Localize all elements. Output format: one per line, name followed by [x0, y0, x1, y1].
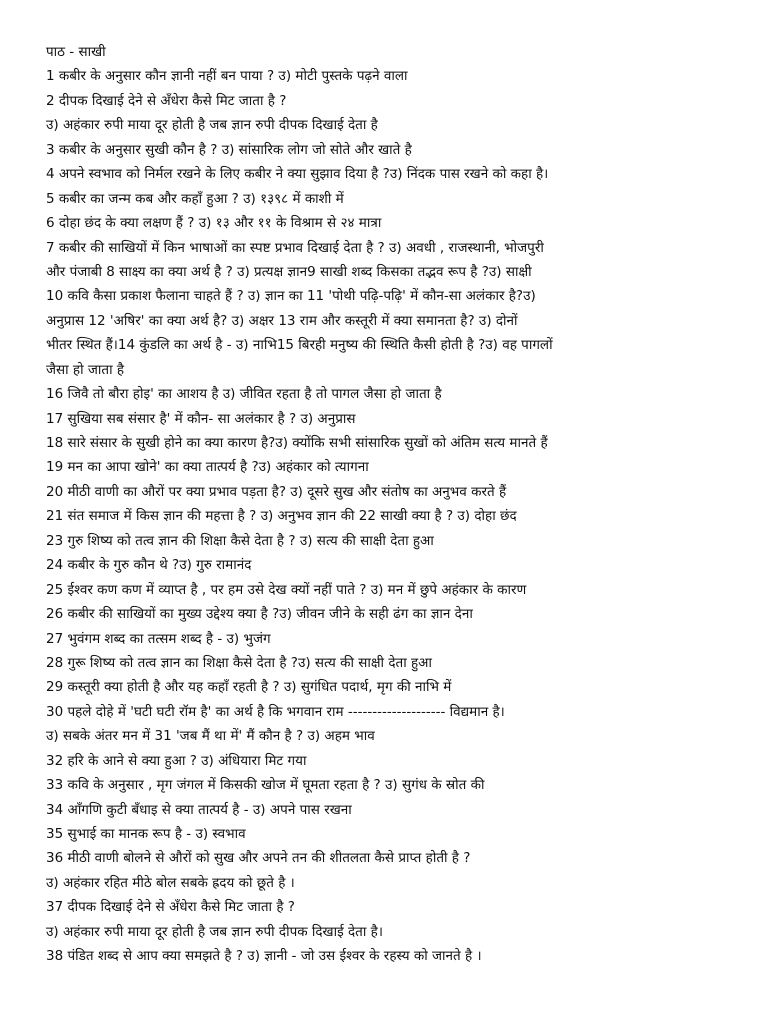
text-line: 10 कवि कैसा प्रकाश फैलाना चाहते हैं ? उ) ज्ञान का 11 'पोथी पढ़ि-पढ़ि' में कौन-सा अलंकार है?उ): [46, 288, 536, 305]
text-line: उ) अहंकार रहित मीठे बोल सबके ह्रदय को छूते है ।: [46, 874, 295, 891]
text-line: 23 गुरु शिष्य को तत्व ज्ञान की शिक्षा कैसे देता है ? उ) सत्य की साक्षी देता हुआ: [46, 532, 434, 549]
text-line: जैसा हो जाता है: [46, 361, 125, 378]
lesson-title: पाठ - साखी: [46, 44, 106, 60]
text-line: 4 अपने स्वभाव को निर्मल रखने के लिए कबीर ने क्या सुझाव दिया है ?उ) निंदक पास रखने को कहा है।: [46, 166, 549, 183]
text-line: 26 कबीर की साखियों का मुख्य उद्देश्य क्या है ?उ) जीवन जीने के सही ढंग का ज्ञान देना: [46, 606, 473, 623]
text-line: 3 कबीर के अनुसार सुखी कौन है ? उ) सांसारिक लोग जो सोते और खाते है: [46, 141, 412, 158]
text-line: 29 कस्तूरी क्या होती है और यह कहाँ रहती है ? उ) सुगंधित पदार्थ, मृग की नाभि में: [46, 679, 452, 696]
text-line: 20 मीठी वाणी का औरों पर क्या प्रभाव पड़ता है? उ) दूसरे सुख और संतोष का अनुभव करते हैं: [46, 483, 507, 500]
text-line: 17 सुखिया सब संसार है' में कौन- सा अलंकार है ? उ) अनुप्रास: [46, 410, 356, 427]
text-line: 7 कबीर की साखियों में किन भाषाओं का स्पष्ट प्रभाव दिखाई देता है ? उ) अवधी , राजस्थानी, भोजपुरी: [46, 239, 544, 256]
text-line: 2 दीपक दिखाई देने से अँधेरा कैसे मिट जाता है ?: [46, 92, 287, 109]
text-line: अनुप्रास 12 'अषिर' का क्या अर्थ है? उ) अक्षर 13 राम और कस्तूरी में क्या समानता है? उ) दोनों: [46, 312, 518, 329]
text-line: 34 आँगणि कुटी बँधाइ से क्या तात्पर्य है - उ) अपने पास रखना: [46, 801, 352, 818]
text-line: 24 कबीर के गुरु कौन थे ?उ) गुरु रामानंद: [46, 557, 252, 574]
text-line: 38 पंडित शब्द से आप क्या समझते है ? उ) ज्ञानी - जो उस ईश्वर के रहस्य को जानते है ।: [46, 948, 482, 965]
text-line: 16 जिवै तो बौरा होइ' का आशय है उ) जीवित रहता है तो पागल जैसा हो जाता है: [46, 386, 442, 403]
text-line: 25 ईश्वर कण कण में व्याप्त है , पर हम उसे देख क्यों नहीं पाते ? उ) मन में छुपे अहंकार के कारण: [46, 581, 527, 598]
text-line: और पंजाबी 8 साक्ष्य का क्या अर्थ है ? उ) प्रत्यक्ष ज्ञान9 साखी शब्द किसका तद्भव रूप है ?उ) साक्षी: [46, 263, 532, 280]
text-line: उ) सबके अंतर मन में 31 'जब मैं था में' मैं कौन है ? उ) अहम भाव: [46, 728, 375, 745]
text-line: 28 गुरू शिष्य को तत्व ज्ञान का शिक्षा कैसे देता है ?उ) सत्य की साक्षी देता हुआ: [46, 654, 432, 671]
text-line: 1 कबीर के अनुसार कौन ज्ञानी नहीं बन पाया ? उ) मोटी पुस्तके पढ़ने वाला: [46, 68, 408, 85]
text-line: 33 कवि के अनुसार , मृग जंगल में किसकी खोज में घूमता रहता है ? उ) सुगंध के स्रोत की: [46, 777, 485, 794]
text-line: 18 सारे संसार के सुखी होने का क्या कारण है?उ) क्योंकि सभी सांसारिक सुखों को अंतिम सत्य मानते हैं: [46, 435, 548, 451]
text-line: 37 दीपक दिखाई देने से अँधेरा कैसे मिट जाता है ?: [46, 899, 295, 916]
text-line: 5 कबीर का जन्म कब और कहाँ हुआ ? उ) १३९८ में काशी में: [46, 190, 344, 207]
text-line: 32 हरि के आने से क्या हुआ ? उ) अंधियारा मिट गया: [46, 752, 307, 769]
text-line: 27 भुवंगम शब्द का तत्सम शब्द है - उ) भुजंग: [46, 630, 271, 647]
text-line: 30 पहले दोहे में 'घटी घटी रॉम है' का अर्थ है कि भगवान राम -------------------- विद्यमान है।: [46, 703, 505, 720]
text-line: 35 सुभाई का मानक रूप है - उ) स्वभाव: [46, 826, 246, 842]
text-line: भीतर स्थित हैं।14 कुंडलि का अर्थ है - उ) नाभि15 बिरही मनुष्य की स्थिति कैसी होती है ?उ) वह पागलों: [46, 337, 553, 354]
text-line: उ) अहंकार रुपी माया दूर होती है जब ज्ञान रुपी दीपक दिखाई देता है: [46, 117, 378, 134]
text-line: 19 मन का आपा खोने' का क्या तात्पर्य है ?उ) अहंकार को त्यागना: [46, 459, 369, 476]
text-line: 21 संत समाज में किस ज्ञान की महत्ता है ? उ) अनुभव ज्ञान की 22 साखी क्या है ? उ) दोहा छंद: [46, 508, 517, 525]
text-line: 36 मीठी वाणी बोलने से औरों को सुख और अपने तन की शीतलता कैसे प्राप्त होती है ?: [46, 850, 471, 867]
text-line: 6 दोहा छंद के क्या लक्षण हैं ? उ) १३ और ११ के विश्राम से २४ मात्रा: [46, 215, 382, 232]
text-line: उ) अहंकार रुपी माया दूर होती है जब ज्ञान रुपी दीपक दिखाई देता है।: [46, 923, 383, 940]
